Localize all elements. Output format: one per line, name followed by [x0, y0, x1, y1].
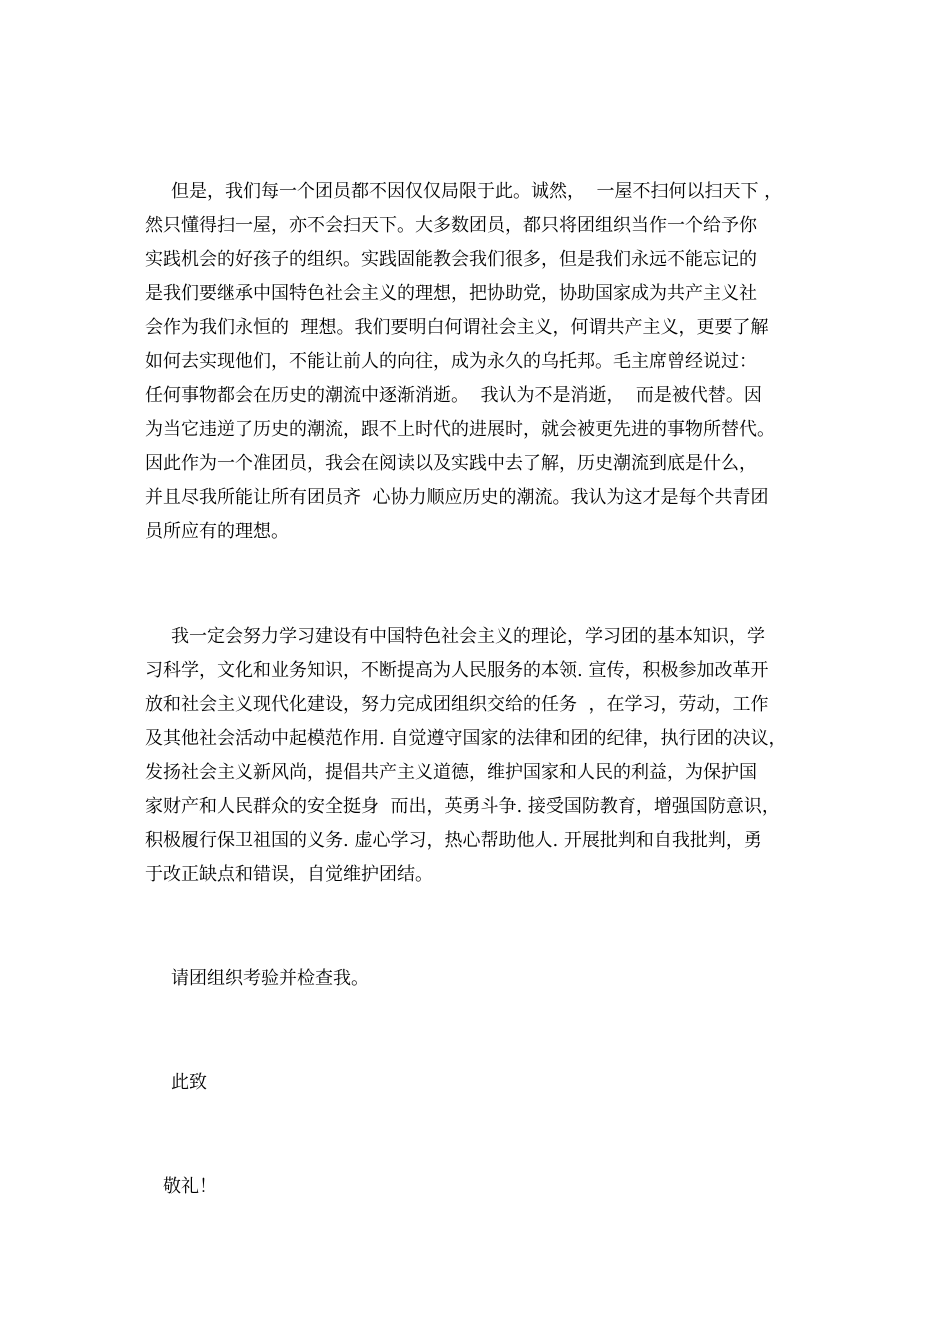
- paragraph2-line: 我一定会努力学习建设有中国特色社会主义的理论，学习团的基本知识，学: [171, 626, 765, 647]
- paragraph1-line: 会作为我们永恒的 理想。我们要明白何谓社会主义，何谓共产主义，更要了解: [145, 317, 769, 338]
- salutation-line: 此致: [171, 1072, 207, 1093]
- paragraph2-line: 于改正缺点和错误，自觉维护团结。: [145, 864, 433, 885]
- paragraph1-line: 并且尽我所能让所有团员齐 心协力顺应历史的潮流。我认为这才是每个共青团: [145, 487, 769, 508]
- paragraph1-line: 因此作为一个准团员，我会在阅读以及实践中去了解，历史潮流到底是什么，: [145, 453, 757, 474]
- closing-line: 敬礼！: [163, 1176, 217, 1197]
- paragraph2-line: 家财产和人民群众的安全挺身 而出，英勇斗争. 接受国防教育，增强国防意识，: [145, 796, 780, 817]
- paragraph1-line: 如何去实现他们，不能让前人的向往，成为永久的乌托邦。毛主席曾经说过：: [145, 351, 757, 372]
- paragraph2-line: 习科学，文化和业务知识，不断提高为人民服务的本领. 宣传，积极参加改革开: [145, 660, 769, 681]
- paragraph1-line: 然只懂得扫一屋，亦不会扫天下。大多数团员，都只将团组织当作一个给予你: [145, 215, 757, 236]
- paragraph2-line: 放和社会主义现代化建设，努力完成团组织交给的任务 ，在学习，劳动，工作: [145, 694, 769, 715]
- request-line: 请团组织考验并检查我。: [171, 968, 369, 989]
- paragraph2-line: 发扬社会主义新风尚，提倡共产主义道德，维护国家和人民的利益，为保护国: [145, 762, 757, 783]
- paragraph1-line: 是我们要继承中国特色社会主义的理想，把协助党，协助国家成为共产主义社: [145, 283, 757, 304]
- paragraph1-line: 但是，我们每一个团员都不因仅仅局限于此。诚然， 一屋不扫何以扫天下 ，: [171, 181, 783, 202]
- paragraph1-line: 实践机会的好孩子的组织。实践固能教会我们很多，但是我们永远不能忘记的: [145, 249, 757, 270]
- paragraph1-line: 员所应有的理想。: [145, 521, 289, 542]
- paragraph2-line: 积极履行保卫祖国的义务. 虚心学习，热心帮助他人. 开展批判和自我批判，勇: [145, 830, 762, 851]
- paragraph2-line: 及其他社会活动中起模范作用. 自觉遵守国家的法律和团的纪律，执行团的决议，: [145, 728, 787, 749]
- paragraph1-line: 为当它违逆了历史的潮流，跟不上时代的进展时，就会被更先进的事物所替代。: [145, 419, 775, 440]
- paragraph1-line: 任何事物都会在历史的潮流中逐渐消逝。 我认为不是消逝， 而是被代替。因: [145, 385, 762, 406]
